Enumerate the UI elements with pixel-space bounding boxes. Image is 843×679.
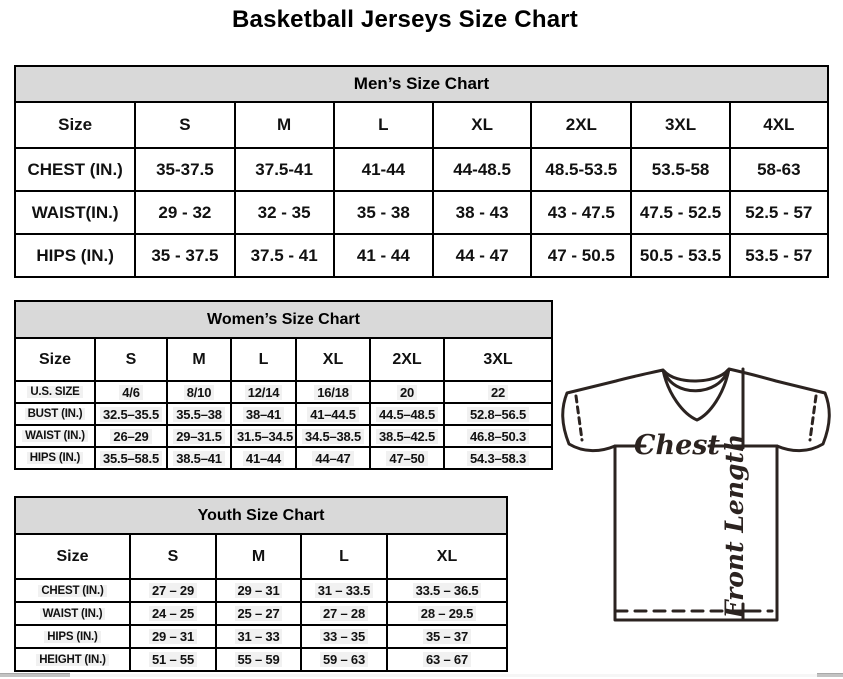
column-header: XL: [296, 338, 370, 381]
cell: 25 – 27: [216, 602, 301, 625]
cell: 47 - 50.5: [531, 234, 631, 277]
column-header: S: [95, 338, 167, 381]
table-row: [15, 338, 552, 381]
horizontal-scrollbar-thumb[interactable]: [0, 673, 70, 677]
cell: 12/14: [231, 381, 296, 403]
cell: 29 – 31: [130, 625, 216, 648]
cell: 26–29: [95, 425, 167, 447]
cell: 53.5-58: [631, 148, 729, 191]
column-header: L: [301, 534, 387, 579]
cell: 47–50: [370, 447, 444, 469]
collar-rib-arc: [664, 370, 728, 381]
column-header: M: [216, 534, 301, 579]
table-row: [15, 234, 828, 277]
cell: 35-37.5: [135, 148, 234, 191]
table-row: [15, 447, 552, 469]
table-row: [15, 191, 828, 234]
column-header: Size: [15, 338, 95, 381]
table-row: [15, 301, 552, 338]
cell: 27 – 29: [130, 579, 216, 602]
table-row: [15, 425, 552, 447]
row-label: U.S. SIZE: [15, 381, 95, 403]
cell: 41 - 44: [334, 234, 433, 277]
cell: 41–44: [231, 447, 296, 469]
row-label: BUST (IN.): [15, 403, 95, 425]
cell: 32 - 35: [235, 191, 334, 234]
jersey-outline: [563, 369, 830, 620]
table-row: [15, 579, 507, 602]
cell: 38.5–41: [167, 447, 231, 469]
cell: 46.8–50.3: [444, 425, 552, 447]
cell: 28 – 29.5: [387, 602, 507, 625]
column-header: S: [135, 102, 234, 148]
cell: 44-48.5: [433, 148, 531, 191]
cell: 44 - 47: [433, 234, 531, 277]
cell: 22: [444, 381, 552, 403]
column-header: 3XL: [444, 338, 552, 381]
table-row: [15, 602, 507, 625]
cell: 38.5–42.5: [370, 425, 444, 447]
cell: 35.5–58.5: [95, 447, 167, 469]
row-label: CHEST (IN.): [15, 148, 135, 191]
cell: 41-44: [334, 148, 433, 191]
mens-chart-title: Men’s Size Chart: [15, 66, 828, 102]
table-row: [15, 625, 507, 648]
cell: 41–44.5: [296, 403, 370, 425]
front-length-label: Front Length: [720, 433, 749, 619]
cell: 4/6: [95, 381, 167, 403]
cell: 29–31.5: [167, 425, 231, 447]
cell: 52.5 - 57: [730, 191, 828, 234]
row-label: CHEST (IN.): [15, 579, 130, 602]
cell: 48.5-53.5: [531, 148, 631, 191]
column-header: 3XL: [631, 102, 729, 148]
cell: 35 - 37.5: [135, 234, 234, 277]
column-header: S: [130, 534, 216, 579]
row-label: HIPS (IN.): [15, 447, 95, 469]
row-label: WAIST (IN.): [15, 425, 95, 447]
mens-size-chart-table: [14, 65, 829, 278]
cell: 52.8–56.5: [444, 403, 552, 425]
cell: 37.5 - 41: [235, 234, 334, 277]
column-header: M: [167, 338, 231, 381]
cell: 29 - 32: [135, 191, 234, 234]
table-row: [15, 66, 828, 102]
cell: 31.5–34.5: [231, 425, 296, 447]
row-label: WAIST (IN.): [15, 602, 130, 625]
column-header: Size: [15, 534, 130, 579]
cell: 50.5 - 53.5: [631, 234, 729, 277]
column-header: XL: [387, 534, 507, 579]
column-header: 4XL: [730, 102, 828, 148]
cell: 32.5–35.5: [95, 403, 167, 425]
youth-chart-title: Youth Size Chart: [15, 497, 507, 534]
column-header: XL: [433, 102, 531, 148]
cell: 58-63: [730, 148, 828, 191]
jersey-measurement-diagram: [552, 360, 841, 632]
row-label: HIPS (IN.): [15, 625, 130, 648]
cell: 31 – 33.5: [301, 579, 387, 602]
cell: 55 – 59: [216, 648, 301, 671]
cell: 38–41: [231, 403, 296, 425]
cell: 38 - 43: [433, 191, 531, 234]
cell: 16/18: [296, 381, 370, 403]
cell: 53.5 - 57: [730, 234, 828, 277]
column-header: L: [334, 102, 433, 148]
cell: 47.5 - 52.5: [631, 191, 729, 234]
cell: 33 – 35: [301, 625, 387, 648]
table-row: [15, 648, 507, 671]
cell: 35.5–38: [167, 403, 231, 425]
chest-label: Chest: [634, 430, 720, 461]
table-row: [15, 102, 828, 148]
cell: 20: [370, 381, 444, 403]
cell: 27 – 28: [301, 602, 387, 625]
cell: 37.5-41: [235, 148, 334, 191]
cell: 24 – 25: [130, 602, 216, 625]
column-header: M: [235, 102, 334, 148]
column-header: Size: [15, 102, 135, 148]
cell: 44.5–48.5: [370, 403, 444, 425]
cell: 33.5 – 36.5: [387, 579, 507, 602]
womens-size-chart-table: [14, 300, 553, 470]
table-row: [15, 497, 507, 534]
cell: 29 – 31: [216, 579, 301, 602]
cell: 35 – 37: [387, 625, 507, 648]
cell: 54.3–58.3: [444, 447, 552, 469]
table-row: [15, 148, 828, 191]
table-row: [15, 381, 552, 403]
cell: 51 – 55: [130, 648, 216, 671]
column-header: 2XL: [370, 338, 444, 381]
horizontal-scrollbar-fragment[interactable]: [817, 673, 843, 677]
page-title: Basketball Jerseys Size Chart: [232, 6, 578, 33]
cell: 31 – 33: [216, 625, 301, 648]
row-label: HIPS (IN.): [15, 234, 135, 277]
column-header: 2XL: [531, 102, 631, 148]
column-header: L: [231, 338, 296, 381]
cell: 35 - 38: [334, 191, 433, 234]
cell: 8/10: [167, 381, 231, 403]
table-row: [15, 403, 552, 425]
horizontal-scrollbar-track[interactable]: [0, 674, 843, 677]
cell: 59 – 63: [301, 648, 387, 671]
cell: 63 – 67: [387, 648, 507, 671]
row-label: WAIST(IN.): [15, 191, 135, 234]
womens-chart-title: Women’s Size Chart: [15, 301, 552, 338]
cell: 43 - 47.5: [531, 191, 631, 234]
table-row: [15, 534, 507, 579]
youth-size-chart-table: [14, 496, 508, 672]
row-label: HEIGHT (IN.): [15, 648, 130, 671]
cell: 44–47: [296, 447, 370, 469]
cell: 34.5–38.5: [296, 425, 370, 447]
